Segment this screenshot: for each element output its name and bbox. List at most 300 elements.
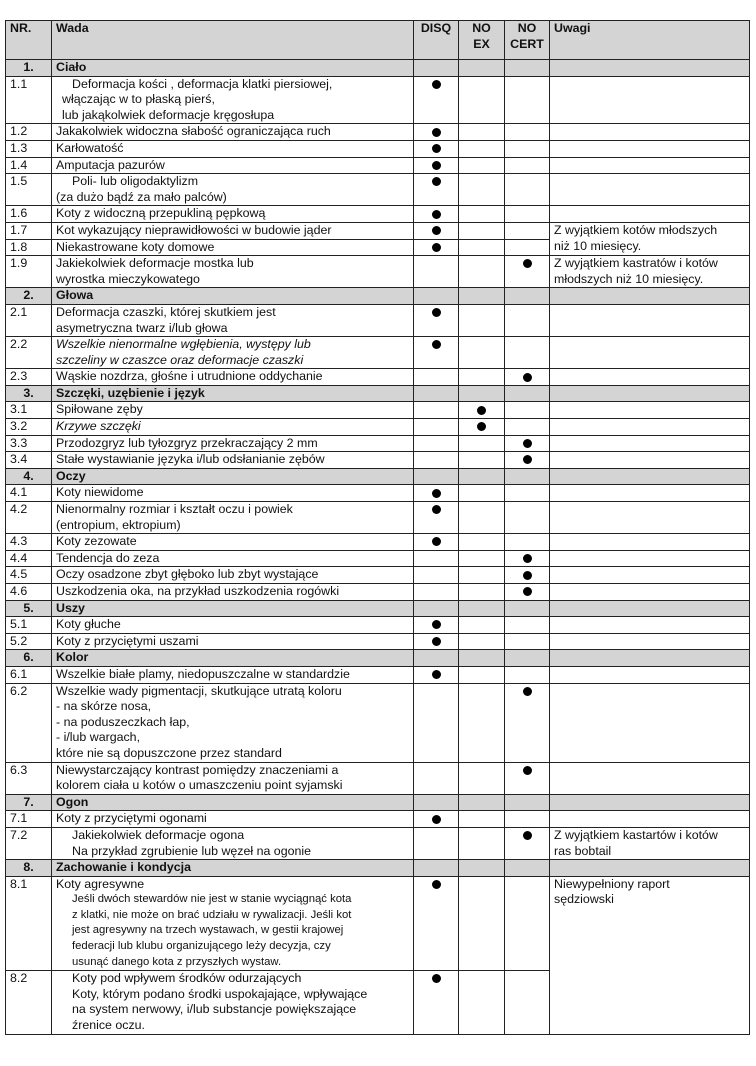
remark-cell — [550, 534, 750, 551]
no-ex-mark — [477, 406, 486, 415]
section-cell — [414, 860, 459, 877]
defects-table — [5, 20, 750, 1035]
no-cert-mark-cell — [505, 206, 550, 223]
no-ex-mark-cell — [459, 369, 505, 386]
table-row — [6, 402, 750, 419]
no-ex-mark-cell — [459, 584, 505, 601]
defect-description — [52, 827, 414, 859]
remark-cell — [550, 369, 750, 386]
table-row — [6, 222, 750, 239]
description-line: Niewystarczający kontrast pomiędzy znaczeniami a — [56, 762, 339, 777]
disq-mark-cell — [414, 256, 459, 288]
section-cell — [550, 288, 750, 305]
description-line: wyrostka mieczykowatego — [56, 271, 200, 286]
table-row — [6, 584, 750, 601]
defect-description — [52, 502, 414, 534]
table-row — [6, 485, 750, 502]
no-cert-mark-cell — [505, 140, 550, 157]
remark-cell — [550, 452, 750, 469]
remark-cell — [550, 550, 750, 567]
description-line: Niekastrowane koty domowe — [56, 239, 215, 254]
description-line: (za dużo bądź za mało palców) — [56, 189, 227, 204]
no-cert-mark-cell — [505, 337, 550, 369]
header-no-cert-line: CERT — [510, 36, 544, 51]
section-cell — [459, 288, 505, 305]
no-cert-mark-cell — [505, 666, 550, 683]
defect-description — [52, 534, 414, 551]
row-number: 1.1 — [6, 76, 52, 124]
remark-line: niż 10 miesięcy. — [554, 238, 642, 253]
row-number: 3.4 — [6, 452, 52, 469]
no-ex-mark-cell — [459, 239, 505, 256]
no-cert-mark-cell — [505, 811, 550, 828]
row-number: 1.8 — [6, 239, 52, 256]
no-cert-mark-cell — [505, 534, 550, 551]
section-cell — [505, 60, 550, 77]
disq-mark — [432, 226, 441, 235]
section-title: Kolor — [52, 650, 414, 667]
disq-mark-cell — [414, 174, 459, 206]
no-ex-mark-cell — [459, 502, 505, 534]
no-ex-mark-cell — [459, 567, 505, 584]
section-number: 1. — [6, 60, 52, 77]
disq-mark — [432, 144, 441, 153]
no-ex-mark-cell — [459, 762, 505, 794]
no-ex-mark-cell — [459, 485, 505, 502]
table-row — [6, 683, 750, 762]
disq-mark-cell — [414, 485, 459, 502]
no-cert-mark-cell — [505, 762, 550, 794]
disq-mark — [432, 210, 441, 219]
remark-cell — [550, 140, 750, 157]
description-line: Jakiekolwiek deformacje mostka lub — [56, 256, 254, 271]
description-subline: usunąć danego kota z przyszłych wystaw. — [72, 955, 282, 968]
table-row — [6, 206, 750, 223]
remark-cell — [550, 157, 750, 174]
disq-mark-cell — [414, 206, 459, 223]
table-row — [6, 452, 750, 469]
row-number: 7.1 — [6, 811, 52, 828]
row-number: 7.2 — [6, 827, 52, 859]
remark-cell — [550, 304, 750, 336]
description-line: - na skórze nosa, — [56, 699, 152, 714]
disq-mark-cell — [414, 827, 459, 859]
disq-mark-cell — [414, 369, 459, 386]
defect-description — [52, 419, 414, 436]
description-line: Tendencja do zeza — [56, 550, 160, 565]
header-disq: DISQ — [414, 21, 459, 60]
table-row — [6, 567, 750, 584]
description-line: Przodozgryz lub tyłozgryz przekraczający 2 mm — [56, 435, 318, 450]
row-number: 3.1 — [6, 402, 52, 419]
defect-description — [52, 402, 414, 419]
no-cert-mark-cell — [505, 827, 550, 859]
section-cell — [550, 60, 750, 77]
row-number: 6.3 — [6, 762, 52, 794]
table-row — [6, 256, 750, 288]
section-cell — [505, 385, 550, 402]
section-cell — [550, 794, 750, 811]
no-ex-mark-cell — [459, 174, 505, 206]
no-cert-mark — [523, 687, 532, 696]
defect-description — [52, 762, 414, 794]
table-row — [6, 124, 750, 141]
description-subline: jest agresywny na trzech wystawach, w gestii krajowej — [72, 924, 344, 937]
disq-mark — [432, 974, 441, 983]
disq-mark — [432, 637, 441, 646]
row-number: 1.9 — [6, 256, 52, 288]
disq-mark-cell — [414, 550, 459, 567]
no-ex-mark-cell — [459, 402, 505, 419]
no-ex-mark-cell — [459, 811, 505, 828]
description-line: Uszkodzenia oka, na przykład uszkodzenia rogówki — [56, 584, 340, 598]
description-line: które nie są dopuszczone przez standard — [56, 745, 282, 760]
remark-cell — [550, 402, 750, 419]
disq-mark — [432, 128, 441, 137]
table-row — [6, 435, 750, 452]
table-row — [6, 876, 750, 971]
remark-cell — [550, 435, 750, 452]
section-number: 7. — [6, 794, 52, 811]
defect-description — [52, 337, 414, 369]
section-number: 6. — [6, 650, 52, 667]
table-row — [6, 140, 750, 157]
header-no-cert — [505, 21, 550, 60]
section-title: Oczy — [52, 468, 414, 485]
table-row — [6, 633, 750, 650]
defect-description — [52, 633, 414, 650]
row-number: 1.2 — [6, 124, 52, 141]
defect-description — [52, 876, 414, 971]
description-line: Koty z widoczną przepukliną pępkową — [56, 206, 266, 221]
remark-line: młodszych niż 10 miesięcy. — [554, 271, 704, 286]
description-line: kolorem ciała u kotów o umaszczeniu point syjamski — [56, 778, 343, 793]
no-cert-mark-cell — [505, 971, 550, 1034]
section-cell — [459, 650, 505, 667]
no-cert-mark-cell — [505, 584, 550, 601]
no-ex-mark-cell — [459, 157, 505, 174]
no-cert-mark — [523, 831, 532, 840]
section-number: 8. — [6, 860, 52, 877]
remark-cell — [550, 502, 750, 534]
no-cert-mark-cell — [505, 617, 550, 634]
section-cell — [550, 650, 750, 667]
description-subline: z klatki, nie może on brać udziału w rywalizacji. Jeśli kot — [72, 908, 352, 921]
description-line: Wszelkie białe plamy, niedopuszczalne w standardzie — [56, 666, 350, 681]
section-cell — [505, 794, 550, 811]
disq-mark — [432, 670, 441, 679]
no-cert-mark-cell — [505, 435, 550, 452]
remark-cell — [550, 256, 750, 288]
section-cell — [550, 600, 750, 617]
disq-mark-cell — [414, 567, 459, 584]
section-cell — [459, 794, 505, 811]
header-wada: Wada — [52, 21, 414, 60]
table-row — [6, 337, 750, 369]
disq-mark-cell — [414, 140, 459, 157]
description-subline: federacji lub klubu organizującego leży decyzja, czy — [72, 940, 331, 953]
no-cert-mark-cell — [505, 485, 550, 502]
remark-line: Z wyjątkiem kastartów i kotów — [554, 827, 718, 842]
remark-cell — [550, 633, 750, 650]
row-number: 6.2 — [6, 683, 52, 762]
no-cert-mark-cell — [505, 402, 550, 419]
row-number: 4.4 — [6, 550, 52, 567]
section-title: Ogon — [52, 794, 414, 811]
no-cert-mark — [523, 373, 532, 382]
defect-description — [52, 811, 414, 828]
section-cell — [414, 288, 459, 305]
section-cell — [505, 468, 550, 485]
no-ex-mark-cell — [459, 256, 505, 288]
section-cell — [505, 860, 550, 877]
section-cell — [550, 860, 750, 877]
disq-mark-cell — [414, 452, 459, 469]
table-row — [6, 534, 750, 551]
no-ex-mark-cell — [459, 534, 505, 551]
section-cell — [550, 385, 750, 402]
description-line: Koty z przyciętymi uszami — [56, 633, 199, 648]
description-line: Wszelkie wady pigmentacji, skutkujące utratą koloru — [56, 683, 342, 698]
disq-mark-cell — [414, 435, 459, 452]
disq-mark-cell — [414, 76, 459, 124]
section-row — [6, 650, 750, 667]
row-number: 5.2 — [6, 633, 52, 650]
no-cert-mark-cell — [505, 222, 550, 239]
no-ex-mark-cell — [459, 683, 505, 762]
description-line: Na przykład zgrubienie lub węzeł na ogonie — [72, 843, 312, 858]
defect-description — [52, 206, 414, 223]
description-line: - na poduszeczkach łap, — [56, 714, 190, 729]
defect-description — [52, 140, 414, 157]
defect-description — [52, 256, 414, 288]
section-cell — [414, 650, 459, 667]
section-title: Zachowanie i kondycja — [52, 860, 414, 877]
defect-description — [52, 304, 414, 336]
no-cert-mark — [523, 439, 532, 448]
remark-cell — [550, 811, 750, 828]
remark-cell — [550, 827, 750, 859]
no-ex-mark-cell — [459, 124, 505, 141]
disq-mark — [432, 537, 441, 546]
remark-cell — [550, 485, 750, 502]
section-row — [6, 468, 750, 485]
table-row — [6, 811, 750, 828]
section-cell — [505, 288, 550, 305]
description-line: źrenice oczu. — [72, 1018, 146, 1033]
disq-mark — [432, 505, 441, 514]
section-cell — [414, 60, 459, 77]
disq-mark-cell — [414, 617, 459, 634]
table-row — [6, 369, 750, 386]
no-cert-mark-cell — [505, 157, 550, 174]
description-line: Koty agresywne — [56, 876, 145, 891]
section-cell — [414, 385, 459, 402]
no-cert-mark-cell — [505, 419, 550, 436]
disq-mark-cell — [414, 683, 459, 762]
description-line: (entropium, ektropium) — [56, 517, 181, 532]
no-cert-mark-cell — [505, 633, 550, 650]
no-cert-mark-cell — [505, 876, 550, 971]
description-line: Poli- lub oligodaktylizm — [72, 174, 199, 189]
disq-mark-cell — [414, 124, 459, 141]
disq-mark — [432, 80, 441, 89]
disq-mark — [432, 308, 441, 317]
section-row — [6, 600, 750, 617]
table-row — [6, 666, 750, 683]
row-number: 8.2 — [6, 971, 52, 1034]
section-cell — [459, 385, 505, 402]
description-line: lub jakąkolwiek deformacje kręgosłupa — [62, 107, 275, 122]
defect-description — [52, 567, 414, 584]
description-line: Stałe wystawianie języka i/lub odsłanianie zębów — [56, 452, 325, 467]
disq-mark-cell — [414, 666, 459, 683]
description-line: Wszelkie nienormalne wgłębienia, występy lub — [56, 337, 311, 352]
disq-mark-cell — [414, 304, 459, 336]
table-row — [6, 550, 750, 567]
remark-cell — [550, 174, 750, 206]
section-row — [6, 794, 750, 811]
no-cert-mark — [523, 554, 532, 563]
no-cert-mark — [523, 766, 532, 775]
no-cert-mark-cell — [505, 239, 550, 256]
remark-cell — [550, 567, 750, 584]
description-line: Koty, którym podano środki uspokajające, wpływające — [72, 986, 368, 1001]
remark-cell — [550, 584, 750, 601]
no-ex-mark-cell — [459, 304, 505, 336]
description-line: włączając w to płaską pierś, — [62, 92, 215, 107]
table-row — [6, 617, 750, 634]
description-line: Karłowatość — [56, 140, 124, 155]
section-title: Szczęki, uzębienie i język — [52, 385, 414, 402]
table-row — [6, 502, 750, 534]
defect-description — [52, 76, 414, 124]
table-row — [6, 419, 750, 436]
remark-cell — [550, 876, 750, 1034]
section-row — [6, 60, 750, 77]
no-ex-mark-cell — [459, 827, 505, 859]
disq-mark — [432, 620, 441, 629]
disq-mark-cell — [414, 811, 459, 828]
row-number: 4.6 — [6, 584, 52, 601]
section-title: Uszy — [52, 600, 414, 617]
no-ex-mark-cell — [459, 633, 505, 650]
no-cert-mark-cell — [505, 304, 550, 336]
section-cell — [505, 600, 550, 617]
section-cell — [459, 468, 505, 485]
disq-mark — [432, 161, 441, 170]
no-cert-mark — [523, 259, 532, 268]
table-row — [6, 174, 750, 206]
disq-mark-cell — [414, 157, 459, 174]
no-cert-mark — [523, 571, 532, 580]
no-ex-mark-cell — [459, 876, 505, 971]
description-subline: Jeśli dwóch stewardów nie jest w stanie wyciągnąć kota — [72, 893, 352, 906]
disq-mark-cell — [414, 971, 459, 1034]
defect-description — [52, 124, 414, 141]
description-line: Oczy osadzone zbyt głęboko lub zbyt wystające — [56, 567, 319, 582]
no-ex-mark-cell — [459, 550, 505, 567]
no-cert-mark — [523, 455, 532, 464]
disq-mark — [432, 340, 441, 349]
no-cert-mark-cell — [505, 76, 550, 124]
description-line: Krzywe szczęki — [56, 419, 141, 434]
defect-description — [52, 157, 414, 174]
defect-description — [52, 369, 414, 386]
no-ex-mark-cell — [459, 617, 505, 634]
disq-mark-cell — [414, 633, 459, 650]
remark-cell — [550, 124, 750, 141]
row-number: 1.5 — [6, 174, 52, 206]
header-no-ex — [459, 21, 505, 60]
section-row — [6, 860, 750, 877]
no-ex-mark — [477, 422, 486, 431]
remark-cell — [550, 337, 750, 369]
description-line: Kot wykazujący nieprawidłowości w budowie jąder — [56, 222, 332, 237]
defect-description — [52, 485, 414, 502]
remark-cell — [550, 419, 750, 436]
section-title: Głowa — [52, 288, 414, 305]
header-no-cert-line: NO — [517, 21, 537, 35]
header-nr: NR. — [6, 21, 52, 60]
table-row — [6, 827, 750, 859]
disq-mark-cell — [414, 337, 459, 369]
defect-description — [52, 452, 414, 469]
description-line: Koty zezowate — [56, 534, 137, 549]
disq-mark-cell — [414, 239, 459, 256]
no-cert-mark-cell — [505, 502, 550, 534]
defect-description — [52, 683, 414, 762]
disq-mark-cell — [414, 534, 459, 551]
no-ex-mark-cell — [459, 452, 505, 469]
remark-cell — [550, 76, 750, 124]
defect-description — [52, 617, 414, 634]
no-cert-mark-cell — [505, 124, 550, 141]
row-number: 4.2 — [6, 502, 52, 534]
section-title: Ciało — [52, 60, 414, 77]
defect-description — [52, 666, 414, 683]
disq-mark-cell — [414, 502, 459, 534]
row-number: 2.3 — [6, 369, 52, 386]
row-number: 4.3 — [6, 534, 52, 551]
disq-mark-cell — [414, 222, 459, 239]
no-ex-mark-cell — [459, 76, 505, 124]
table-row — [6, 304, 750, 336]
no-cert-mark-cell — [505, 256, 550, 288]
no-ex-mark-cell — [459, 666, 505, 683]
remark-line: ras bobtail — [554, 843, 612, 858]
row-number: 1.3 — [6, 140, 52, 157]
defect-description — [52, 584, 414, 601]
description-line: Deformacja kości , deformacja klatki piersiowej, — [72, 76, 333, 91]
disq-mark-cell — [414, 762, 459, 794]
defect-description — [52, 550, 414, 567]
section-cell — [550, 468, 750, 485]
remark-cell — [550, 666, 750, 683]
table-row — [6, 157, 750, 174]
description-line: Koty niewidome — [56, 485, 144, 500]
table-header — [6, 21, 750, 60]
section-number: 5. — [6, 600, 52, 617]
description-line: Wąskie nozdrza, głośne i utrudnione oddychanie — [56, 369, 323, 384]
description-line: - i/lub wargach, — [56, 730, 141, 745]
no-ex-mark-cell — [459, 419, 505, 436]
section-number: 4. — [6, 468, 52, 485]
section-number: 3. — [6, 385, 52, 402]
table-row — [6, 762, 750, 794]
description-line: Amputacja pazurów — [56, 157, 165, 172]
section-cell — [459, 600, 505, 617]
